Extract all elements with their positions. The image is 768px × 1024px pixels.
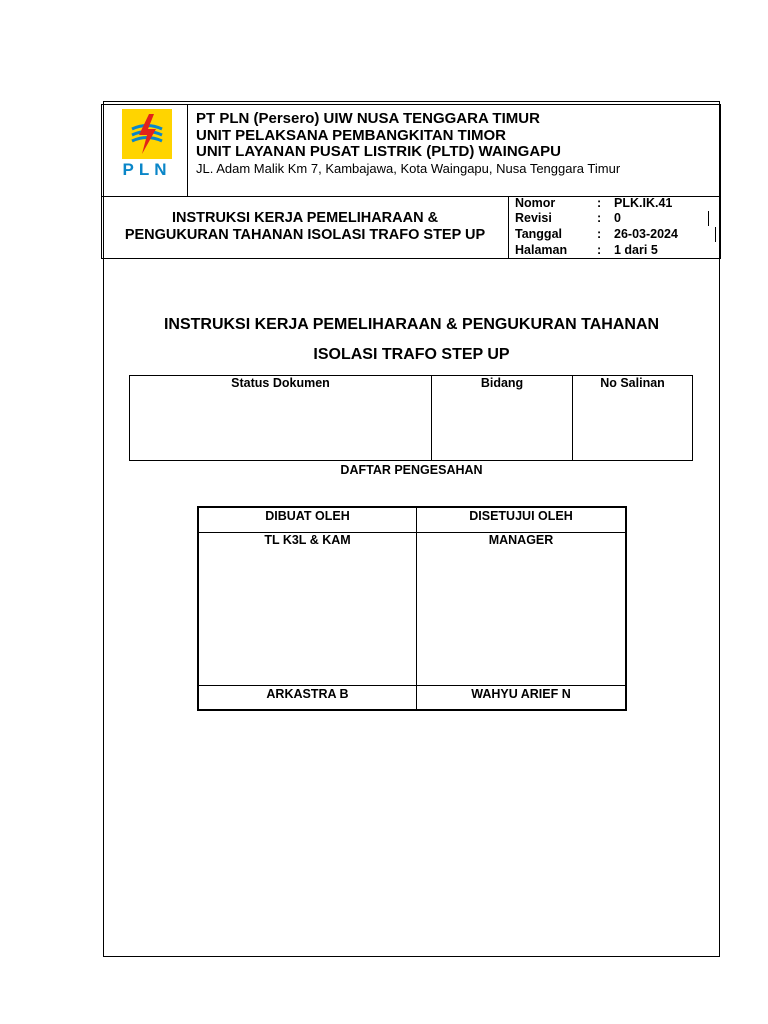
- approval-header-approved-by: DISETUJUI OLEH: [469, 509, 573, 523]
- org-name-line2: UNIT PELAKSANA PEMBANGKITAN TIMOR: [196, 127, 506, 144]
- meta-label: Tanggal: [515, 227, 562, 241]
- approval-name-maker: ARKASTRA B: [266, 687, 349, 701]
- meta-separator: :: [597, 211, 602, 225]
- meta-separator: :: [597, 196, 602, 210]
- approval-role-approver: MANAGER: [488, 533, 554, 547]
- meta-separator: :: [597, 227, 602, 241]
- approval-name-approver: WAHYU ARIEF N: [471, 687, 571, 701]
- meta-label: Nomor: [515, 196, 556, 210]
- approval-table-row-line: [197, 685, 627, 686]
- approval-heading: DAFTAR PENGESAHAN: [340, 463, 483, 477]
- approval-role-maker: TL K3L & KAM: [264, 533, 351, 547]
- meta-separator: :: [597, 243, 602, 257]
- document-title: [104, 210, 506, 244]
- status-header-status: Status Dokumen: [231, 376, 330, 390]
- approval-table-double-edge: [625, 507, 626, 710]
- org-address: JL. Adam Malik Km 7, Kambajawa, Kota Waingapu, Nusa Tenggara Timur: [196, 161, 621, 176]
- logo-wordmark: PLN: [122, 160, 172, 179]
- document-info-divider: [508, 196, 509, 259]
- status-header-salinan: No Salinan: [600, 376, 665, 390]
- meta-value: 1 dari 5: [614, 243, 658, 257]
- org-name-line1: PT PLN (Persero) UIW NUSA TENGGARA TIMUR: [196, 110, 540, 127]
- approval-header-made-by: DIBUAT OLEH: [265, 509, 350, 523]
- main-title-line2: ISOLASI TRAFO STEP UP: [313, 346, 510, 363]
- lightning-icon: [122, 109, 172, 159]
- table-edge-mark: [708, 211, 709, 226]
- main-title-line1: INSTRUKSI KERJA PEMELIHARAAN & PENGUKURAN TAHANAN: [163, 316, 660, 333]
- meta-label: Revisi: [515, 211, 552, 225]
- status-header-bidang: Bidang: [480, 376, 524, 390]
- table-edge-mark: [715, 227, 716, 242]
- meta-value: PLK.IK.41: [614, 196, 673, 210]
- meta-label: Halaman: [515, 243, 568, 257]
- document-title-line2: PENGUKURAN TAHANAN ISOLASI TRAFO STEP UP: [124, 227, 486, 243]
- org-name-line3: UNIT LAYANAN PUSAT LISTRIK (PLTD) WAINGAPU: [196, 143, 562, 160]
- meta-value: 26-03-2024: [614, 227, 678, 241]
- document-title-line1: INSTRUKSI KERJA PEMELIHARAAN &: [171, 210, 439, 226]
- pln-logo: [122, 109, 172, 159]
- meta-value: 0: [614, 211, 621, 225]
